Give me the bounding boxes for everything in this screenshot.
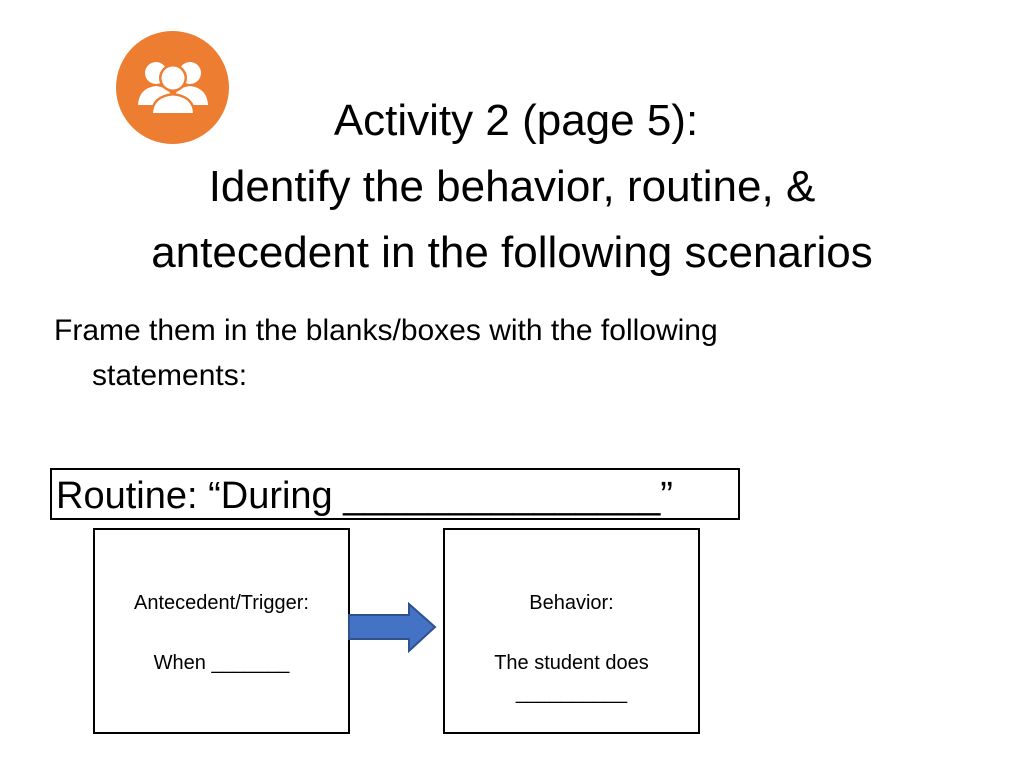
- antecedent-label: Antecedent/Trigger:: [134, 592, 309, 614]
- title-line-3: antecedent in the following scenarios: [151, 228, 873, 277]
- title-line-1: Activity 2 (page 5):: [333, 96, 699, 145]
- behavior-box: [443, 528, 700, 734]
- behavior-blank: __________: [515, 682, 628, 704]
- instruction-line-1: Frame them in the blanks/boxes with the following: [54, 314, 718, 347]
- slide-title: [40, 88, 984, 286]
- behavior-label: Behavior:: [529, 592, 614, 614]
- routine-box: [50, 468, 740, 520]
- title-line-2: Identify the behavior, routine, &: [208, 162, 816, 211]
- instruction-line-2: statements:: [92, 359, 248, 392]
- behavior-statement: The student does: [494, 652, 649, 674]
- antecedent-statement: When _______: [153, 652, 290, 674]
- routine-statement: Routine: “During _______________”: [56, 475, 673, 517]
- antecedent-box: [93, 528, 350, 734]
- instruction-text: [54, 308, 954, 398]
- right-arrow-icon: [347, 602, 439, 654]
